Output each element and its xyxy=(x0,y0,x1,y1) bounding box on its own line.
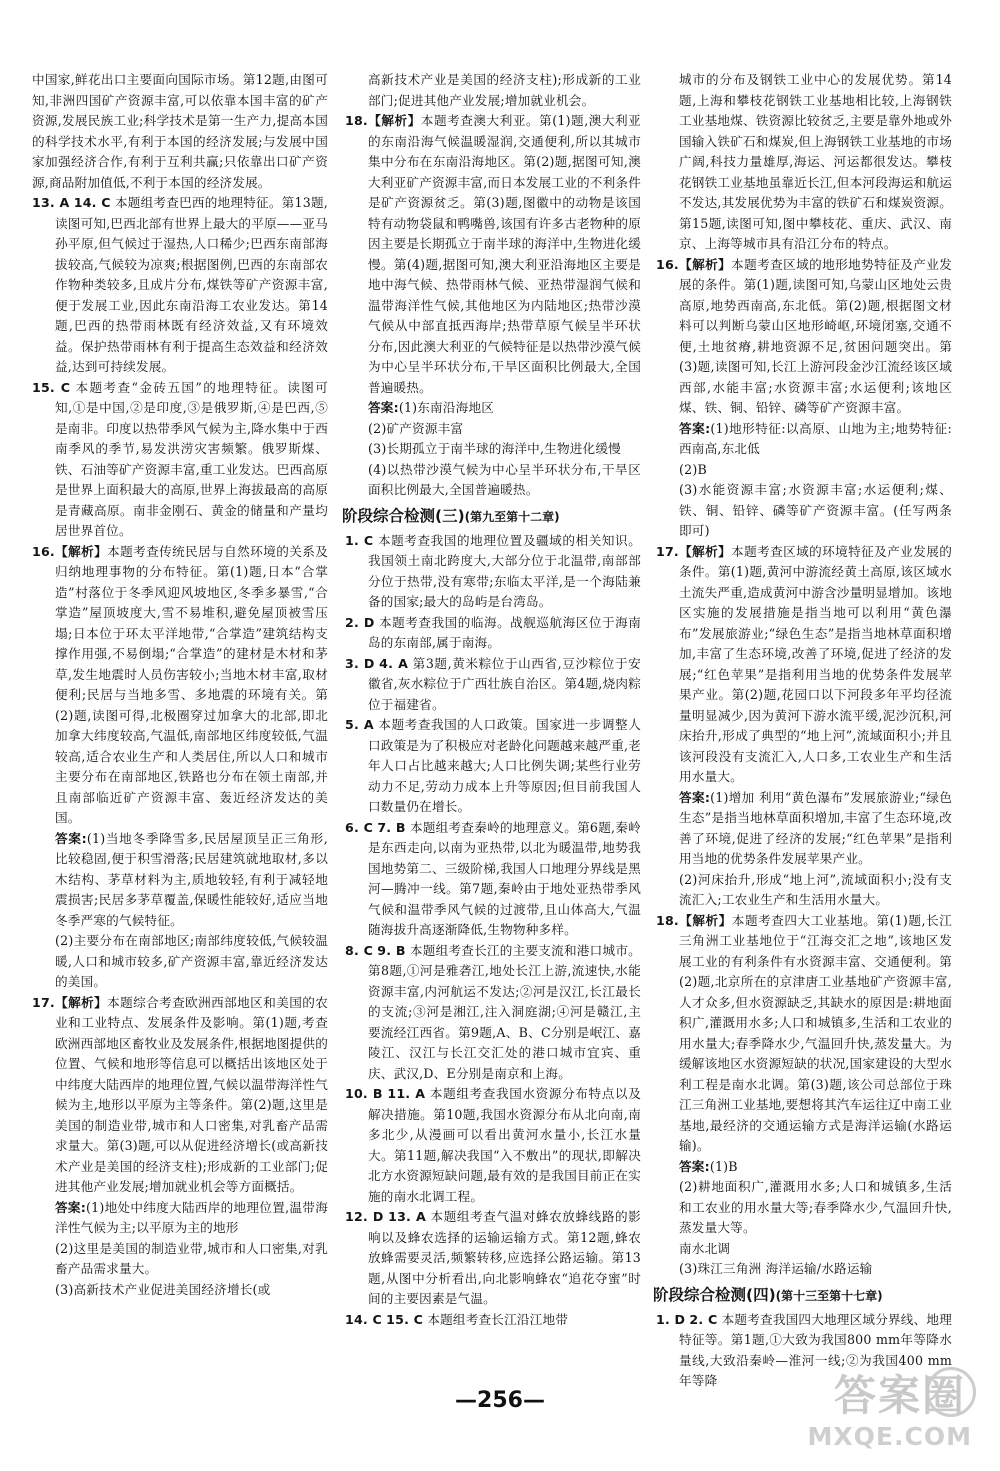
answer-block xyxy=(32,829,328,932)
analysis-tag: 【解析】 xyxy=(678,256,732,272)
section-subtitle: (第九至第十二章) xyxy=(464,509,560,524)
question-number: 8. C xyxy=(345,942,374,958)
answer-text: (1)增加 利用“黄色瀑布”发展旅游业;“绿色生态”是指当地林草面积增加,丰富了生态环境,改善了环境,促进了经济的发展;“红色苹果”是指利用当地的优势条件发展苹果产业。 xyxy=(679,789,952,866)
item-text: 本题组考查气温对蜂农放蜂线路的影响以及蜂农选择的运输运输方式。第12题,蜂农放蜂需要灵活,频繁转移,应选择公路运输。第13题,从图中分析看出,向北影响蜂农“追花夺蜜”时间的主要因素是气温。 xyxy=(368,1209,641,1306)
question-number: 6. C xyxy=(345,819,374,835)
paragraph-continued: 城市的分布及钢铁工业中心的发展优势。第14题,上海和攀枝花钢铁工业基地相比较,上海钢铁工业基地煤、铁资源比较贫乏,主要是靠外地或外国输入铁矿石和煤炭,但上海钢铁工业基地的市场广阔,科技力量雄厚,海运、河运都很发达。攀枝花钢铁工业基地虽靠近长江,但本河段海运和航运不发达,其发展优势为丰富的铁矿石和煤炭资源。第15题,读图可知,图中攀枝花、重庆、武汉、南京、上海等城市具有沿江分布的特点。 xyxy=(679,72,952,251)
section-title: 阶段综合检测(三) xyxy=(342,506,465,525)
item-q1 xyxy=(345,531,641,613)
watermark-text-top: 答案圈 xyxy=(833,1371,966,1420)
answer-text: (3)水能资源丰富;水资源丰富;水运便利;煤、铁、铜、铅锌、磷等矿产资源丰富。(任写两条即可) xyxy=(679,482,952,538)
answer-continued: 高新技术产业是美国的经济支柱);形成新的工业部门;促进其他产业发展;增加就业机会。 xyxy=(368,72,641,108)
question-number: 15. C xyxy=(32,379,71,395)
item-q14-15 xyxy=(345,1310,641,1331)
column-right xyxy=(653,70,953,1392)
question-number: 13. A xyxy=(388,1209,426,1224)
item-q5 xyxy=(345,715,641,818)
answer-text: 南水北调 xyxy=(679,1240,731,1256)
answer-text: (3)珠江三角洲 海洋运输/水路运输 xyxy=(679,1261,873,1276)
item-text: 本题考查“金砖五国”的地理特征。读图可知,①是中国,②是印度,③是俄罗斯,④是巴西,⑤是南非。印度以热带季风气候为主,降水集中于西南季风的季节,易发洪涝灾害频繁。俄罗斯煤、铁、石油等矿产资源丰富,重工业发达。巴西高原是世界上面积最大的高原,世界上海拔最高的高原是青藏高原。南非金刚石、黄金的储量和产量均居世界首位。 xyxy=(55,379,328,538)
column-left xyxy=(32,70,328,1300)
question-number: 3. D xyxy=(345,655,375,671)
item-q8-9 xyxy=(345,941,641,1085)
answer-block xyxy=(656,1157,952,1178)
question-number: 16. xyxy=(32,543,55,559)
answer-block xyxy=(345,398,641,419)
section-heading-3 xyxy=(342,503,641,530)
item-text: 本题组考查秦岭的地理意义。第6题,秦岭是东西走向,以南为亚热带,以北为暖温带,地势我国地势第二、三级阶梯,我国人口地理分界线是黑河—腾冲一线。第7题,秦岭由于地处亚热带季风气候和温带季风气候的过渡带,且山体高大,气温随海拔升高逐渐降低,生物物种多样。 xyxy=(368,819,641,937)
answer-label: 答案: xyxy=(55,1199,87,1215)
answer-text: (2)河床抬升,形成“地上河”,流域面积小;没有支流汇入;工农业生产和生活用水量大。 xyxy=(679,871,952,907)
item-q6-7 xyxy=(345,818,641,941)
item-text: 本题组考查长江沿江地带 xyxy=(427,1311,569,1327)
section-heading-4 xyxy=(653,1282,952,1309)
item-text: 本题组考查巴西的地理特征。第13题,读图可知,巴西北部有世界上最大的平原——亚马孙平原,但气候过于湿热,人口稀少;巴西东南部海拔较高,气候较为凉爽;根据图例,巴西的东南部农作物种类较多,且成片分布,煤铁等矿产资源丰富,便于发展工业,因此东南沿海工农业发达。第14题,巴西的热带雨林既有经济效益,又有环境效益。保护热带雨林有利于提高生态效益和经济效益,达到可持续发展。 xyxy=(55,195,328,374)
question-number: 14. C xyxy=(345,1311,382,1327)
item-text: 本题考查我国的人口政策。国家进一步调整人口政策是为了积极应对老龄化问题越来越严重,老年人口占比越来越大;人口比例失调;某些行业劳动力不足,劳动力成本上升等原因;但目前我国人口数量仍在增长。 xyxy=(368,717,641,814)
question-number: 12. D xyxy=(345,1209,384,1224)
answer-label: 答案: xyxy=(55,830,87,846)
answer-text: (1)东南沿海地区 xyxy=(398,400,495,415)
item-text: 本题考查我国四大地理区域分界线、地理特征等。第1题,①大致为我国800 mm年等降水量线,大致沿秦岭—淮河一线;②为我国400 mm年等降 xyxy=(679,1311,952,1388)
column-middle xyxy=(342,70,642,1330)
answer-text: (1)B xyxy=(709,1158,738,1174)
item-text: 本题考查区域的地形地势特征及产业发展的条件。第(1)题,读图可知,乌蒙山区地处云贵高原,地势西南高,东北低。第(2)题,根据图文材料可以判断乌蒙山区地形崎岖,环境闭塞,交通不便,土地贫瘠,耕地资源不足,贫困问题突出。第(3)题,读图可知,长江上游河段金沙江流经该区域西部,水能丰富;水资源丰富;水运便利;该地区煤、铁、铜、铅锌、磷等矿产资源丰富。 xyxy=(679,256,952,415)
analysis-tag: 【解析】 xyxy=(678,912,732,928)
question-number: 13. A xyxy=(32,195,70,210)
item-q18 xyxy=(345,111,641,398)
watermark-text-bottom: MXQE.COM xyxy=(807,1422,972,1451)
answer-text: (1)当地冬季降雪多,民居屋顶呈正三角形,比较稳固,便于积雪滑落;民居建筑就地取材,多以木结构、茅草材料为主,质地较轻,有利于减轻地震损害;民居多茅草覆盖,保暖性能较好,适应当地冬季严寒的气候特征。 xyxy=(55,830,328,928)
item-text: 本题考查我国的临海。战舰巡航海区位于海南岛的东南部,属于南海。 xyxy=(368,614,642,650)
question-number: 15. C xyxy=(386,1311,424,1327)
question-number: 7. B xyxy=(377,819,406,835)
answer-block xyxy=(32,1198,328,1239)
answer-label: 答案: xyxy=(368,400,399,415)
answer-text: (3)高新技术产业促进美国经济增长(或 xyxy=(55,1281,271,1297)
item-q12-13 xyxy=(345,1207,641,1310)
question-number: 1. D xyxy=(656,1311,686,1327)
item-q2 xyxy=(345,613,641,654)
answer-text: (4)以热带沙漠气候为中心呈半环状分布,干旱区面积比例最大,全国普遍暖热。 xyxy=(368,461,641,497)
answer-text: (2)矿产资源丰富 xyxy=(368,420,464,436)
page-number: —256— xyxy=(455,1388,545,1413)
answer-block xyxy=(656,419,952,460)
item-text: 本题考查四大工业基地。第(1)题,长江三角洲工业基地位于“江海交汇之地”,该地区发展工业的有利条件有水资源丰富、交通便利。第(2)题,北京所在的京津唐工业基地矿产资源丰富,人才众多,但水资源缺乏,其缺水的原因是:耕地面积广,灌溉用水多;人口和城镇多,生活和工农业的用水量大;春季降水少,气温回升快,蒸发量大。为缓解该地区水资源短缺的状况,国家建设的大型水利工程是南水北调。第(3)题,该公司总部位于珠江三角洲工业基地,要想将其汽车运往辽中南工业基地,最经济的交通运输方式是海洋运输(水路运输)。 xyxy=(679,912,952,1153)
answer-text: (2)B xyxy=(679,461,707,477)
item-text: 本题组考查长江的主要支流和港口城市。第8题,①河是雅砻江,地处长江上游,流速快,水能资源丰富,内河航运不发达;②河是汉江,长江最长的支流;③河是湘江,注入洞庭湖;④河是赣江,主要流经江西省。第9题,A、B、C分别是岷江、嘉陵江、汉江与长江交汇处的港口城市宜宾、重庆、武汉,D、E分别是南京和上海。 xyxy=(368,942,641,1081)
question-number: 17. xyxy=(656,543,679,559)
item-q17 xyxy=(656,542,952,788)
item-text: 本题考查区域的环境特征及产业发展的条件。第(1)题,黄河中游流经黄土高原,该区域水土流失严重,造成黄河中游含沙量明显增加。该地区实施的发展措施是指当地可以利用“黄色瀑布”发展旅游业;“绿色生态”是指当地林草面积增加,丰富了生态环境,改善了环境,促进了经济的发展;“红色苹果”是指利用当地的优势条件发展苹果产业。第(2)题,花园口以下河段多年平均径流量明显减少,因为黄河下游水流平缓,泥沙沉积,河床抬升,形成了典型的“地上河”,流域面积小;并且该河段没有支流汇入,人口多,工农业生产和生活用水量大。 xyxy=(679,543,952,784)
question-number: 1. C xyxy=(345,532,374,548)
analysis-tag: 【解析】 xyxy=(54,994,108,1010)
question-number: 14. C xyxy=(73,195,111,210)
question-number: 18. xyxy=(345,113,368,128)
item-text: 本题考查我国的地理位置及疆域的相关知识。我国领土南北跨度大,大部分位于北温带,南部部分位于热带,没有寒带;东临太平洋,是一个海陆兼备的国家;最大的岛屿是台湾岛。 xyxy=(368,532,641,609)
answer-text: (2)耕地面积广,灌溉用水多;人口和城镇多,生活和工农业的用水量大等;春季降水少,气温回升快,蒸发量大等。 xyxy=(679,1179,952,1235)
question-number: 11. A xyxy=(387,1086,426,1101)
item-text: 本题考查澳大利亚。第(1)题,澳大利亚的东南沿海气候温暖湿润,交通便利,所以其城市集中分布在东南沿海地区。第(2)题,据图可知,澳大利亚矿产资源丰富,而日本发展工业的不利条件是矿产资源贫乏。第(3)题,图徽中的动物是该国特有动物袋鼠和鸭嘴兽,该国有许多古老物种的原因主要是长期孤立于南半球的海洋中,生物进化缓慢。第(4)题,据图可知,澳大利亚沿海地区主要是地中海气候、热带雨林气候、亚热带湿润气候和温带海洋性气候,其他地区为内陆地区;热带沙漠气候从中部直抵西海岸;热带草原气候呈半环状分布,因此澳大利亚的气候特征是以热带沙漠气候为中心呈半环状分布,干旱区面积比例最大,全国普遍暖热。 xyxy=(368,113,641,395)
item-q18 xyxy=(656,911,952,1157)
analysis-tag: 【解析】 xyxy=(678,543,732,559)
item-text: 本题组考查我国水资源分布特点以及解决措施。第10题,我国水资源分布从北向南,南多北少,从漫画可以看出黄河水量小,长江水量大。第11题,解决我国“入不敷出”的现状,即解决北方水资源短缺问题,最有效的是我国目前正在实施的南水北调工程。 xyxy=(368,1086,641,1204)
item-q10-11 xyxy=(345,1084,641,1207)
answer-block xyxy=(656,788,952,870)
paragraph-continued: 中国家,鲜花出口主要面向国际市场。第12题,由图可知,非洲四国矿产资源丰富,可以依靠本国丰富的矿产资源,发展民族工业;科学技术是第一生产力,提高本国的科学技术水平,有利于本国的经济发展;与发展中国家加强经济合作,有利于互利共赢;只依靠出口矿产资源,商品附加值低,不利于本国的经济发展。 xyxy=(32,72,328,190)
answer-label: 答案: xyxy=(679,1158,710,1174)
answer-text: (3)长期孤立于南半球的海洋中,生物进化缓慢 xyxy=(368,441,621,456)
item-q3-4 xyxy=(345,654,641,716)
item-q17 xyxy=(32,993,328,1198)
question-number: 16. xyxy=(656,256,679,272)
question-number: 18. xyxy=(656,912,679,928)
question-number: 5. A xyxy=(345,717,374,732)
question-number: 17. xyxy=(32,994,55,1010)
item-q13-14 xyxy=(32,193,328,378)
answer-text: (1)地形特征:以高原、山地为主;地势特征:西南高,东北低 xyxy=(679,420,953,456)
answer-text: (1)地处中纬度大陆西岸的地理位置,温带海洋性气候为主;以平原为主的地形 xyxy=(55,1199,328,1235)
watermark-logo xyxy=(776,1363,976,1451)
analysis-tag: 【解析】 xyxy=(367,113,421,128)
section-title: 阶段综合检测(四) xyxy=(653,1285,776,1304)
item-text: 本题考查传统民居与自然环境的关系及归纳地理事物的分布特征。第(1)题,日本“合掌造”村落位于冬季风迎风坡地区,冬季多暴雪,“合掌造”屋顶坡度大,雪不易堆积,避免屋顶被雪压塌;日本位于环太平洋地带,“合掌造”建筑结构支撑作用强,不易倒塌;“合掌造”的建材是木材和茅草,发生地震时人员伤害较小;当地木材丰富,取材便利;民居与当地多雪、多地震的环境有关。第(2)题,读图可得,北极圈穿过加拿大的北部,即北加拿大纬度较高,气温低,南部地区纬度较低,气温较高,适合农业生产和人类居住,所以人口和城市主要分布在南部地区,铁路也分布在领土南部,并且南部临近矿产资源丰富、轰近经济发达的美国。 xyxy=(55,543,328,825)
item-text: 第3题,黄米粽位于山西省,豆沙粽位于安徽省,灰水粽位于广西壮族自治区。第4题,烧肉粽位于福建省。 xyxy=(368,655,641,712)
answer-label: 答案: xyxy=(679,789,711,805)
analysis-tag: 【解析】 xyxy=(54,543,108,559)
item-q16 xyxy=(656,255,952,419)
answer-text: (2)主要分布在南部地区;南部纬度较低,气候较温暖,人口和城市较多,矿产资源丰富,靠近经济发达的美国。 xyxy=(55,933,328,989)
item-q16 xyxy=(32,542,328,829)
question-number: 4. A xyxy=(379,655,409,671)
answer-text: (2)这里是美国的制造业带,城市和人口密集,对乳畜产品需求量大。 xyxy=(55,1240,328,1276)
answer-label: 答案: xyxy=(679,420,711,436)
question-number: 2. C xyxy=(689,1311,718,1327)
section-subtitle: (第十三至第十七章) xyxy=(775,1288,883,1303)
question-number: 10. B xyxy=(345,1086,383,1101)
question-number: 2. D xyxy=(345,614,375,630)
question-number: 9. B xyxy=(377,942,406,958)
item-q15 xyxy=(32,378,328,542)
item-text: 本题综合考查欧洲西部地区和美国的农业和工业特点、发展条件及影响。第(1)题,考查欧洲西部地区畜牧业及发展条件,根据地图提供的位置、气候和地形等信息可以概括出该地区处于中纬度大陆西岸的地理位置,气候以温带海洋性气候为主,地形以平原为主等条件。第(2)题,这里是美国的制造业带,城市和人口密集,对乳畜产品需求量大。第(3)题,可以从促进经济增长(或高新技术产业是美国的经济支柱);形成新的工业部门;促进其他产业发展;增加就业机会等方面概括。 xyxy=(55,994,328,1194)
